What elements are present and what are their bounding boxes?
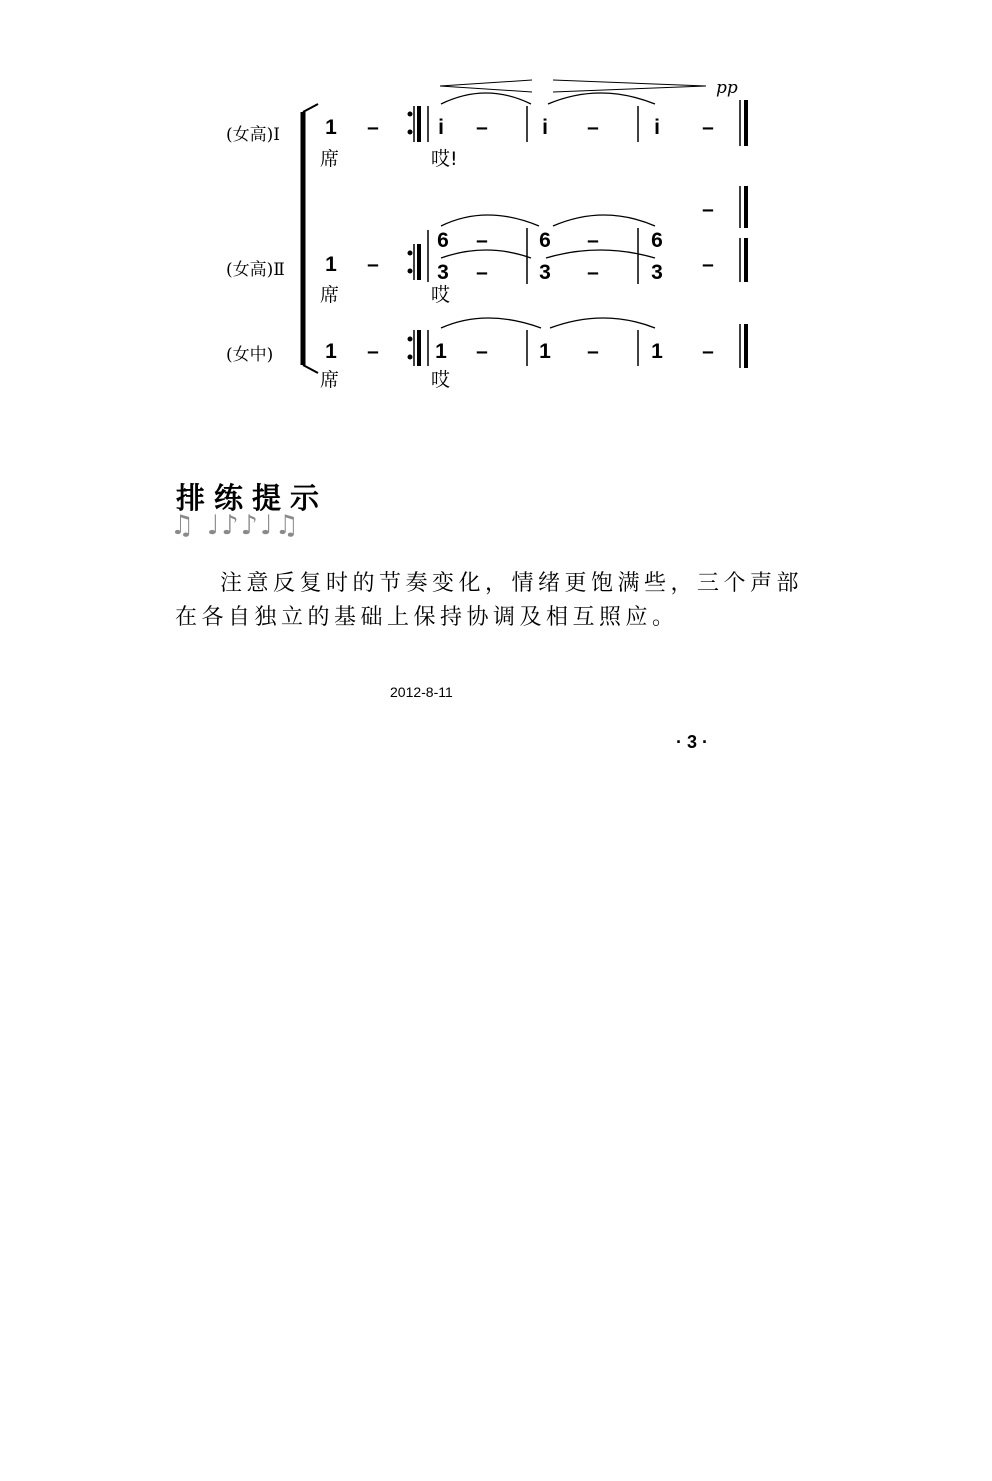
note-dash: –: [702, 198, 714, 221]
note: 1: [325, 116, 337, 139]
part-label-soprano-1: (女高)Ⅰ: [226, 125, 280, 145]
note: i: [438, 116, 444, 139]
note-dash: –: [476, 229, 488, 252]
part3-slurs: [441, 318, 655, 328]
note: 6: [437, 229, 449, 252]
rehearsal-text-line-2: 在各自独立的基础上保持协调及相互照应。: [175, 605, 679, 630]
score-lines: [0, 0, 992, 460]
note-dash: –: [702, 340, 714, 363]
note-dash: –: [587, 116, 599, 139]
part1-slurs: [441, 93, 655, 104]
rehearsal-heading: 排练提示: [176, 481, 329, 515]
part3-barlines: [414, 324, 746, 368]
date: 2012-8-11: [390, 684, 453, 700]
note: 6: [539, 229, 551, 252]
music-notes-icon: ♫ ♩♪♪♩♫: [170, 510, 301, 541]
note: 1: [539, 340, 551, 363]
note-dash: –: [367, 116, 379, 139]
note: 6: [651, 229, 663, 252]
note-dash: –: [702, 253, 714, 276]
rehearsal-text-line-1: 注意反复时的节奏变化，情绪更饱满些，三个声部: [220, 571, 804, 596]
part-label-alto: (女中): [226, 345, 274, 365]
note-dash: –: [587, 340, 599, 363]
note: 3: [651, 261, 663, 284]
note-dash: –: [702, 116, 714, 139]
note: 1: [325, 253, 337, 276]
crescendo-hairpin: [440, 80, 532, 92]
note-dash: –: [476, 340, 488, 363]
lyric: 席: [320, 284, 340, 306]
lyric: 席: [320, 148, 340, 170]
note-dash: –: [367, 253, 379, 276]
note: 1: [651, 340, 663, 363]
part-label-soprano-2: (女高)Ⅱ: [226, 260, 285, 280]
note: 3: [539, 261, 551, 284]
note-dash: –: [476, 116, 488, 139]
note: 3: [437, 261, 449, 284]
note: 1: [435, 340, 447, 363]
note: i: [542, 116, 548, 139]
dynamic-marking: pp: [716, 78, 738, 98]
note-dash: –: [587, 229, 599, 252]
decrescendo-hairpin: [553, 80, 706, 92]
part1-barlines: [414, 100, 746, 146]
page-number: · 3 ·: [676, 732, 709, 752]
note-dash: –: [476, 261, 488, 284]
note: 1: [325, 340, 337, 363]
lyric: 哎: [431, 284, 451, 306]
note-dash: –: [367, 340, 379, 363]
note-dash: –: [587, 261, 599, 284]
lyric: 哎: [431, 369, 451, 391]
part2-barlines: [414, 186, 746, 284]
lyric: 哎!: [431, 148, 458, 170]
lyric: 席: [320, 369, 340, 391]
note: i: [654, 116, 660, 139]
